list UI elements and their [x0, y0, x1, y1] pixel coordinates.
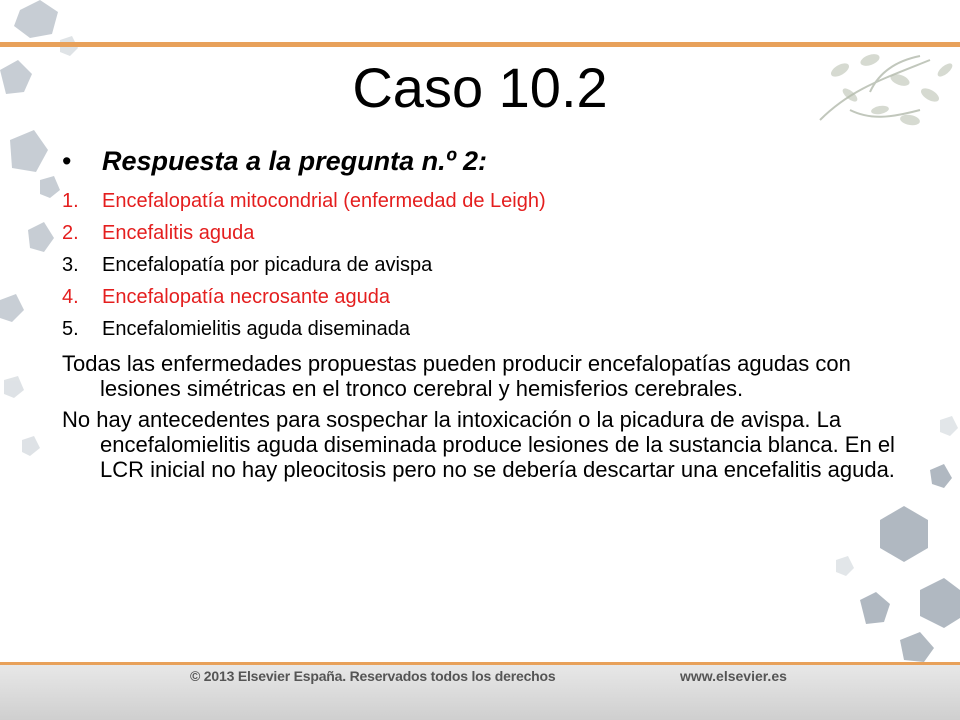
explanation-paragraph: Todas las enfermedades propuestas pueden producir encefalopatías agudas con lesiones simétricas en el tronco cerebral y hemisferios cerebrales. [62, 351, 851, 401]
copyright-text: © 2013 Elsevier España. Reservados todos los derechos [190, 668, 556, 684]
list-item [62, 281, 902, 313]
list-item [62, 185, 902, 217]
list-item [62, 249, 902, 281]
list-item-text: Encefalitis aguda [102, 222, 255, 244]
list-item-text: Encefalopatía mitocondrial (enfermedad de Leigh) [102, 190, 546, 212]
explanation-paragraph: No hay antecedentes para sospechar la intoxicación o la picadura de avispa. La encefalomielitis aguda diseminada produce lesiones de la sustancia blanca. En el LCR inicial no hay pleocitosis pero no se debería descartar una encefalitis aguda. [62, 407, 895, 482]
list-item-number: 4. [62, 286, 79, 308]
list-item-number: 3. [62, 254, 79, 276]
slide-title: Caso 10.2 [352, 56, 608, 119]
list-item-number: 5. [62, 318, 79, 340]
list-item-number: 2. [62, 222, 79, 244]
list-item-text: Encefalopatía necrosante aguda [102, 286, 390, 308]
list-item [62, 217, 902, 249]
heading-text: Respuesta a la pregunta n.º 2: [102, 146, 487, 176]
bullet-icon: • [62, 146, 72, 176]
list-item-number: 1. [62, 190, 79, 212]
footer-link[interactable]: www.elsevier.es [680, 668, 787, 684]
top-accent-band [0, 42, 960, 47]
answer-heading [62, 146, 902, 177]
list-item-text: Encefalomielitis aguda diseminada [102, 318, 410, 340]
list-item [62, 313, 902, 345]
answer-list [62, 185, 902, 345]
list-item-text: Encefalopatía por picadura de avispa [102, 254, 433, 276]
slide-content [62, 146, 902, 482]
footer-accent-line [0, 662, 960, 665]
